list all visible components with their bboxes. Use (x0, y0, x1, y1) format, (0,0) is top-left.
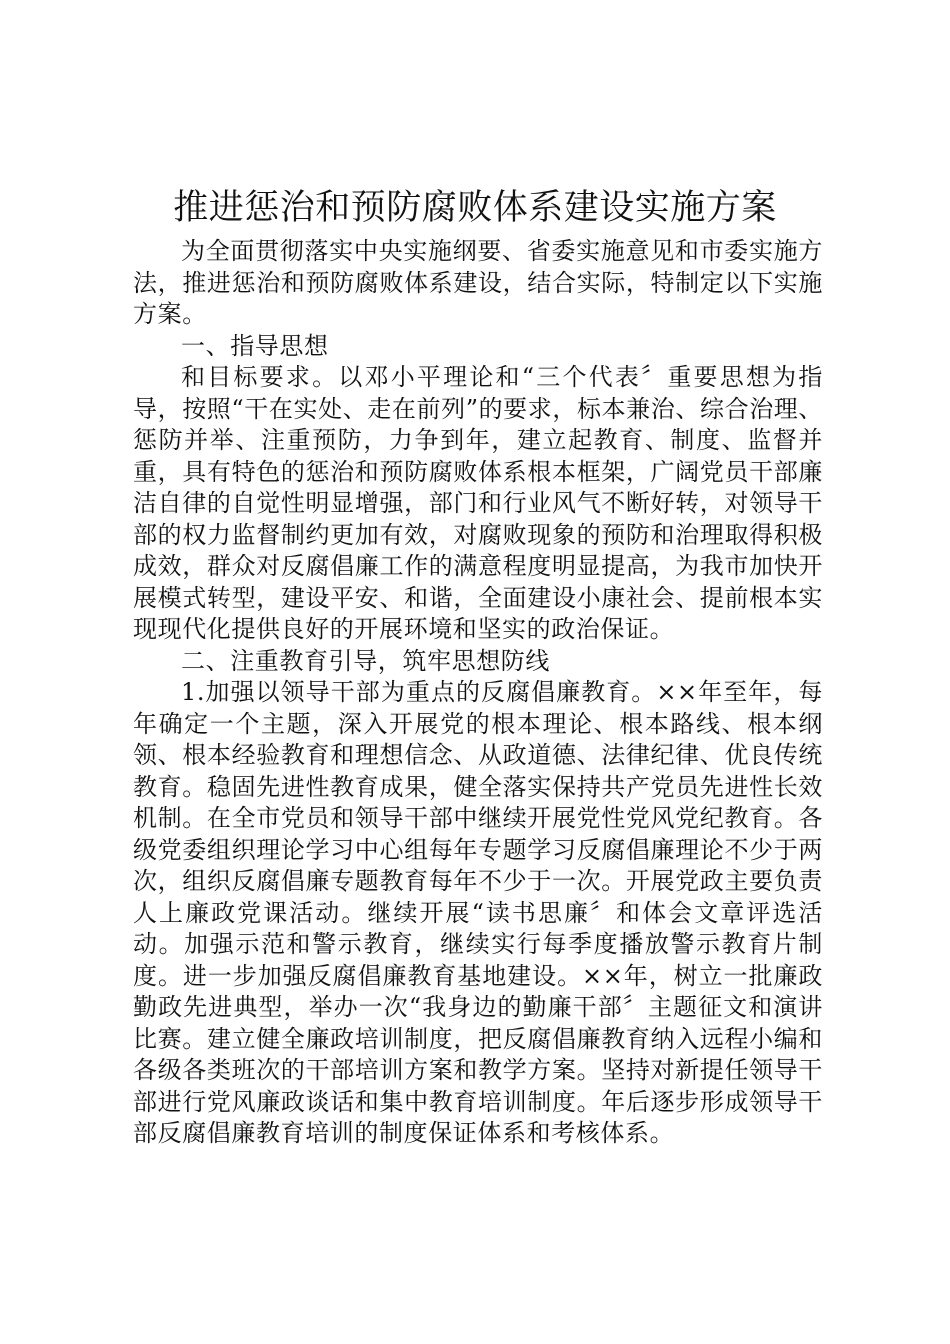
section-heading-education: 二、注重教育引导，筑牢思想防线 (181, 646, 550, 675)
education-paragraph: 1.加强以领导干部为重点的反腐倡廉教育。××年至年，每年确定一个主题，深入开展党的根本理论、根本路线、根本纲领、根本经验教育和理想信念、从政道德、法律纪律、优良传统教育。稳固先进性教育成果，健全落实保持共产党员先进性长效机制。在全市党员和领导干部中继续开展党性党风党纪教育。各级党委组织理论学习中心组每年专题学习反腐倡廉理论不少于两次，组织反腐倡廉专题教育每年不少于一次。开展党政主要负责人上廉政党课活动。继续开展“读书思廉〞和体会文章评选活动。加强示范和警示教育，继续实行每季度播放警示教育片制度。进一步加强反腐倡廉教育基地建设。××年，树立一批廉政勤政先进典型，举办一次“我身边的勤廉干部〞主题征文和演讲比赛。建立健全廉政培训制度，把反腐倡廉教育纳入远程小编和各级各类班次的干部培训方案和教学方案。坚持对新提任领导干部进行党风廉政谈话和集中教育培训制度。年后逐步形成领导干部反腐倡廉教育培训的制度保证体系和考核体系。 (133, 678, 823, 1147)
intro-paragraph: 为全面贯彻落实中央实施纲要、省委实施意见和市委实施方法，推进惩治和预防腐败体系建设，结合实际，特制定以下实施方案。 (133, 237, 823, 328)
document-title: 推进惩治和预防腐败体系建设实施方案 (173, 188, 777, 228)
guiding-ideology-paragraph: 和目标要求。以邓小平理论和“三个代表〞重要思想为指导，按照“干在实处、走在前列”的要求，标本兼治、综合治理、惩防并举、注重预防，力争到年，建立起教育、制度、监督并重，具有特色的惩治和预防腐败体系根本框架，广阔党员干部廉洁自律的自觉性明显增强，部门和行业风气不断好转，对领导干部的权力监督制约更加有效，对腐败现象的预防和治理取得积极成效，群众对反腐倡廉工作的满意程度明显提高，为我市加快开展模式转型，建设平安、和谐，全面建设小康社会、提前根本实现现代化提供良好的开展环境和坚实的政治保证。 (133, 363, 823, 643)
document-body (133, 236, 823, 1150)
section-heading-guiding-ideology: 一、指导思想 (181, 331, 329, 360)
